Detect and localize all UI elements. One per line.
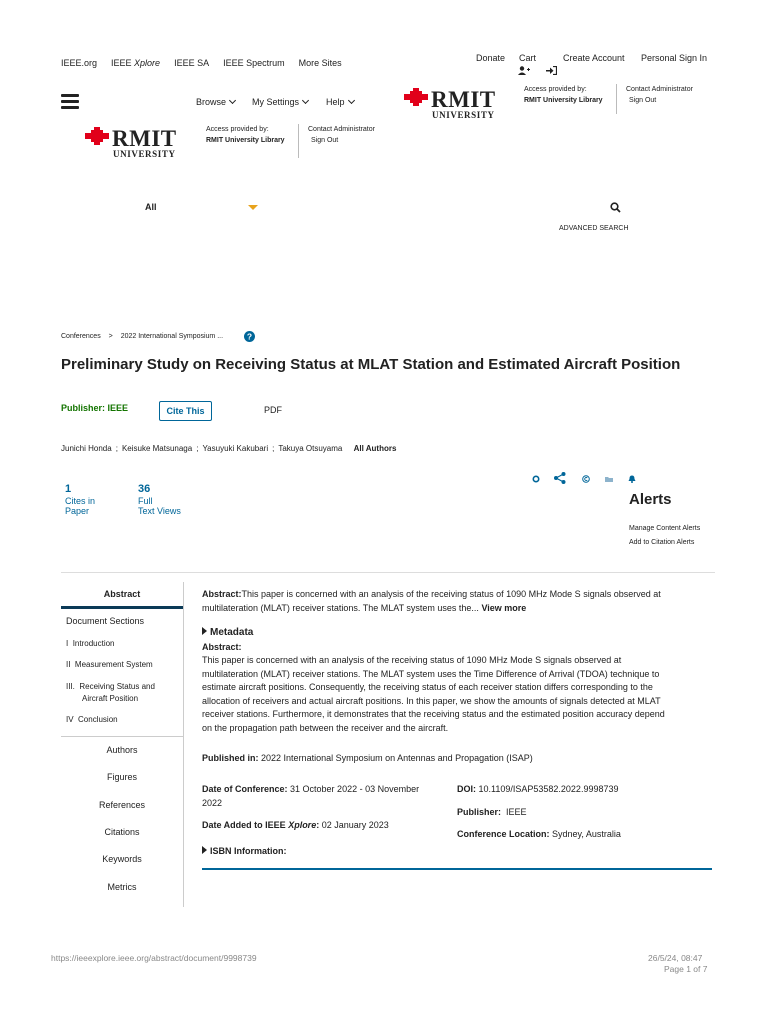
cites-count[interactable]: 1 xyxy=(65,483,72,495)
svg-text:?: ? xyxy=(246,331,253,342)
sidebar-item-references[interactable]: References xyxy=(98,800,146,810)
views-label[interactable]: Full Text Views xyxy=(138,496,181,516)
content-rule xyxy=(202,868,712,870)
rmit-logo: RMIT UNIVERSITY xyxy=(85,127,177,159)
chevron-down-icon xyxy=(347,97,354,104)
publisher-line: Publisher: IEEE xyxy=(61,403,129,413)
sidebar-divider xyxy=(61,736,183,737)
author-link[interactable]: Junichi Honda xyxy=(61,444,112,453)
contact-admin-link[interactable]: Contact Administrator xyxy=(626,86,693,93)
sidebar-border xyxy=(183,582,184,907)
sign-out-link[interactable]: Sign Out xyxy=(629,97,657,104)
access-org: RMIT University Library xyxy=(206,137,285,144)
active-tab-indicator xyxy=(61,606,183,609)
divider xyxy=(298,124,299,158)
section-link-receiving-status-cont[interactable]: Aircraft Position xyxy=(82,694,139,703)
breadcrumb-symposium[interactable]: 2022 International Symposium ... xyxy=(120,333,224,340)
page-url: https://ieeexplore.ieee.org/abstract/document/9998739 xyxy=(51,953,257,963)
caret-down-icon[interactable] xyxy=(248,205,258,210)
pdf-link[interactable]: PDF xyxy=(264,405,282,415)
folder-icon[interactable] xyxy=(605,476,613,482)
create-account-link[interactable]: Create Account xyxy=(563,53,625,63)
menu-icon[interactable] xyxy=(61,94,79,108)
all-authors-link[interactable]: All Authors xyxy=(353,444,397,453)
access-org: RMIT University Library xyxy=(524,97,603,104)
caret-right-icon xyxy=(202,627,207,635)
doi: DOI: 10.1109/ISAP53582.2022.9998739 xyxy=(457,784,619,794)
nav-ieee-spectrum[interactable]: IEEE Spectrum xyxy=(223,58,285,68)
bell-icon[interactable] xyxy=(628,475,636,483)
chevron-down-icon xyxy=(229,97,236,104)
print-date: 26/5/24, 08:47 xyxy=(648,953,703,963)
page-title: Preliminary Study on Receiving Status at MLAT Station and Estimated Aircraft Position xyxy=(61,356,681,373)
personal-sign-in-link[interactable]: Personal Sign In xyxy=(641,53,708,63)
top-nav xyxy=(61,53,356,71)
contact-admin-link[interactable]: Contact Administrator xyxy=(308,126,375,133)
nav-ieee-org[interactable]: IEEE.org xyxy=(61,58,98,68)
publisher-meta: Publisher: IEEE xyxy=(457,807,527,817)
cart-link[interactable]: Cart xyxy=(519,53,537,63)
browse-menu[interactable]: Browse xyxy=(196,97,235,107)
sign-in-icon[interactable] xyxy=(546,66,557,75)
author-link[interactable]: Takuya Otsuyama xyxy=(278,444,343,453)
nav-ieee-sa[interactable]: IEEE SA xyxy=(174,58,210,68)
isbn-toggle[interactable]: ISBN Information: xyxy=(202,846,287,856)
date-added: Date Added to IEEE Xplore: 02 January 2023 xyxy=(202,820,389,830)
cites-label[interactable]: Cites in Paper xyxy=(65,496,96,516)
caret-right-icon xyxy=(202,846,207,854)
author-list: Junichi Honda ; Keisuke Matsunaga ; Yasuyuki Kakubari ; Takuya Otsuyama All Authors xyxy=(61,444,397,453)
author-link[interactable]: Keisuke Matsunaga xyxy=(121,444,193,453)
published-in: Published in: 2022 International Symposium on Antennas and Propagation (ISAP) xyxy=(202,753,533,763)
search-icon[interactable] xyxy=(610,202,621,213)
rmit-logo-mark xyxy=(85,127,109,147)
views-count[interactable]: 36 xyxy=(138,483,151,495)
nav-more-sites[interactable]: More Sites xyxy=(298,58,342,68)
breadcrumb: Conferences > 2022 International Symposium ... xyxy=(61,333,224,340)
access-label: Access provided by: xyxy=(524,86,587,93)
rmit-logo: RMIT UNIVERSITY xyxy=(404,88,496,120)
section-link-measurement[interactable]: II Measurement System xyxy=(66,660,153,669)
sidebar-abstract-tab[interactable]: Abstract xyxy=(103,589,141,599)
section-divider xyxy=(61,572,715,573)
metadata-toggle[interactable]: Metadata xyxy=(202,627,253,638)
advanced-search-link[interactable]: ADVANCED SEARCH xyxy=(559,225,629,232)
date-of-conference: Date of Conference: 31 October 2022 - 03 November 2022 xyxy=(202,784,420,808)
add-user-icon[interactable] xyxy=(518,66,530,75)
section-link-introduction[interactable]: I Introduction xyxy=(66,639,115,648)
conference-location: Conference Location: Sydney, Australia xyxy=(457,829,621,839)
abstract-heading: Abstract: xyxy=(202,642,242,652)
nav-ieee-xplore[interactable]: IEEE Xplore xyxy=(111,58,161,68)
alerts-heading: Alerts xyxy=(629,491,672,508)
published-in-link[interactable]: 2022 International Symposium on Antennas and Propagation (ISAP) xyxy=(261,753,533,763)
author-link[interactable]: Yasuyuki Kakubari xyxy=(202,444,269,453)
citation-alerts-link[interactable]: Add to Citation Alerts xyxy=(629,539,695,546)
help-menu[interactable]: Help xyxy=(326,97,354,107)
copyright-icon[interactable] xyxy=(582,475,590,483)
section-link-conclusion[interactable]: IV Conclusion xyxy=(66,715,118,724)
access-label: Access provided by: xyxy=(206,126,269,133)
sidebar-item-metrics[interactable]: Metrics xyxy=(107,882,137,892)
breadcrumb-conferences[interactable]: Conferences xyxy=(61,333,101,340)
sidebar-item-authors[interactable]: Authors xyxy=(106,745,138,755)
circle-icon[interactable] xyxy=(532,475,540,483)
manage-alerts-link[interactable]: Manage Content Alerts xyxy=(629,525,701,532)
view-more-link[interactable]: View more xyxy=(481,602,527,613)
rmit-logo-mark xyxy=(404,88,428,108)
sidebar-item-figures[interactable]: Figures xyxy=(106,772,137,782)
abstract-summary: Abstract:This paper is concerned with an analysis of the receiving status of 1090 MHz Mode S signals observed at multilateration (MLAT) receiver stations. The MLAT system uses the... View more xyxy=(202,589,661,613)
doi-link[interactable]: 10.1109/ISAP53582.2022.9998739 xyxy=(478,784,619,794)
share-icon[interactable] xyxy=(554,472,566,484)
document-sections-heading: Document Sections xyxy=(66,616,145,626)
chevron-down-icon xyxy=(302,97,309,104)
donate-link[interactable]: Donate xyxy=(476,53,506,63)
my-settings-menu[interactable]: My Settings xyxy=(252,97,308,107)
sidebar-item-keywords[interactable]: Keywords xyxy=(102,854,142,864)
sidebar-item-citations[interactable]: Citations xyxy=(104,827,140,837)
sign-out-link[interactable]: Sign Out xyxy=(311,137,339,144)
abstract-full: This paper is concerned with an analysis of the receiving status of 1090 MHz Mode S signals observed at multilateration (MLAT) receiver stations. The MLAT system uses the Time Difference of Arrival (TDOA) technique to estimate aircraft positions. Consequently, the receiving status of each receiver station differs corresponding to the allocation of receivers and actual aircraft positions. In this paper, we show the amounts of signals detected at MLAT receiver stations. Furthermore, it demonstrates that the receiving status and the estimated position accuracy depend on the propagation path between the receiver and the aircraft. xyxy=(202,655,665,733)
section-link-receiving-status[interactable]: III. Receiving Status and xyxy=(66,682,155,691)
cite-this-button[interactable]: Cite This xyxy=(159,401,212,421)
search-scope-select[interactable]: All xyxy=(145,202,157,212)
help-circle-icon[interactable] xyxy=(244,331,255,342)
page-number: Page 1 of 7 xyxy=(664,964,708,974)
divider xyxy=(616,84,617,114)
